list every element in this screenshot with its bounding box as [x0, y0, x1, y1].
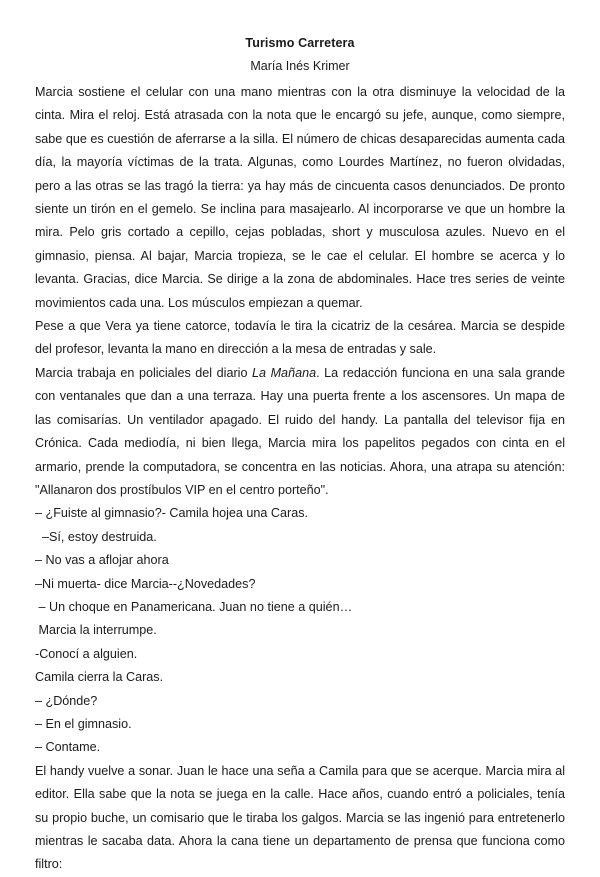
document-author: María Inés Krimer [250, 59, 350, 73]
dialogue-line: – No vas a aflojar ahora [35, 553, 169, 568]
narration-line: Marcia la interrumpe. [35, 623, 157, 638]
dialogue-line: -Conocí a alguien. [35, 646, 138, 661]
dialogue-line: – ¿Fuiste al gimnasio?- Camila hojea una Caras. [35, 506, 308, 521]
paragraph-1: Marcia sostiene el celular con una mano mientras con la otra disminuye la velocidad de la cinta. Mira el reloj. Está atrasada con la nota que le encargó su jefe, aunque, como siempre, sabe que es cuestión de aferrarse a la silla. El número de chicas desaparecidas aumenta cada día, la mayoría víctimas de la trata. Algunas, como Lourdes Martínez, no fueron olvidadas, pero a las otras se las tragó la tierra: ya hay más de cincuenta casos denunciados. De pronto siente un tirón en el gemelo. Se inclina para masajearlo. Al incorporarse ve que un hombre la mira. Pelo gris cortado a cepillo, cejas pobladas, short y musculosa azules. Nuevo en el gimnasio, piensa. Al bajar, Marcia tropieza, se le cae el celular. El hombre se acerca y lo levanta. Gracias, dice Marcia. Se dirige a la zona de abdominales. Hace tres series de veinte movimientos cada una. Los músculos empiezan a quemar. [35, 85, 565, 310]
paragraph-3-lead: Marcia trabaja en policiales del diario [35, 365, 253, 380]
page-title: Turismo Carretera [245, 36, 355, 50]
dialogue-line: –Sí, estoy destruida. [35, 529, 157, 544]
dialogue-line: – Contame. [35, 740, 101, 755]
document-body [35, 81, 565, 877]
dialogue-line: –Ni muerta- dice Marcia--¿Novedades? [35, 576, 256, 591]
paragraph-4: El handy vuelve a sonar. Juan le hace una seña a Camila para que se acerque. Marcia mira al editor. Ella sabe que la nota se juega en la calle. Hace años, cuando entró a policiales, tenía su propio buche, un comisario que le tiraba los galgos. Marcia se las ingenió para entretenerlo mientras le sacaba data. Ahora la cana tiene un departamento de prensa que funciona como filtro: [35, 763, 565, 872]
dialogue-line: – ¿Dónde? [35, 693, 98, 708]
narration-line: Camila cierra la Caras. [35, 670, 164, 685]
dialogue-line: – Un choque en Panamericana. Juan no tiene a quién… [35, 599, 353, 614]
dialogue-line: – En el gimnasio. [35, 716, 132, 731]
paragraph-3-rest: . La redacción funciona en una sala grande con ventanales que dan a una terraza. Hay una puerta frente a los ascensores. Un mapa de las comisarías. Un ventilador apagado. El ruido del handy. La pantalla del televisor fija en Crónica. Cada mediodía, ni bien llega, Marcia mira los papelitos pegados con cinta en el armario, prende la computadora, se concentra en las noticias. Ahora, una atrapa su atención: "Allanaron dos prostíbulos VIP en el centro porteño". [35, 365, 565, 497]
paragraph-3 [35, 362, 565, 502]
paragraph-2: Pese a que Vera ya tiene catorce, todavía le tira la cicatriz de la cesárea. Marcia se despide del profesor, levanta la mano en dirección a la mesa de entradas y sale. [35, 319, 565, 357]
newspaper-name: La Mañana [252, 365, 317, 380]
